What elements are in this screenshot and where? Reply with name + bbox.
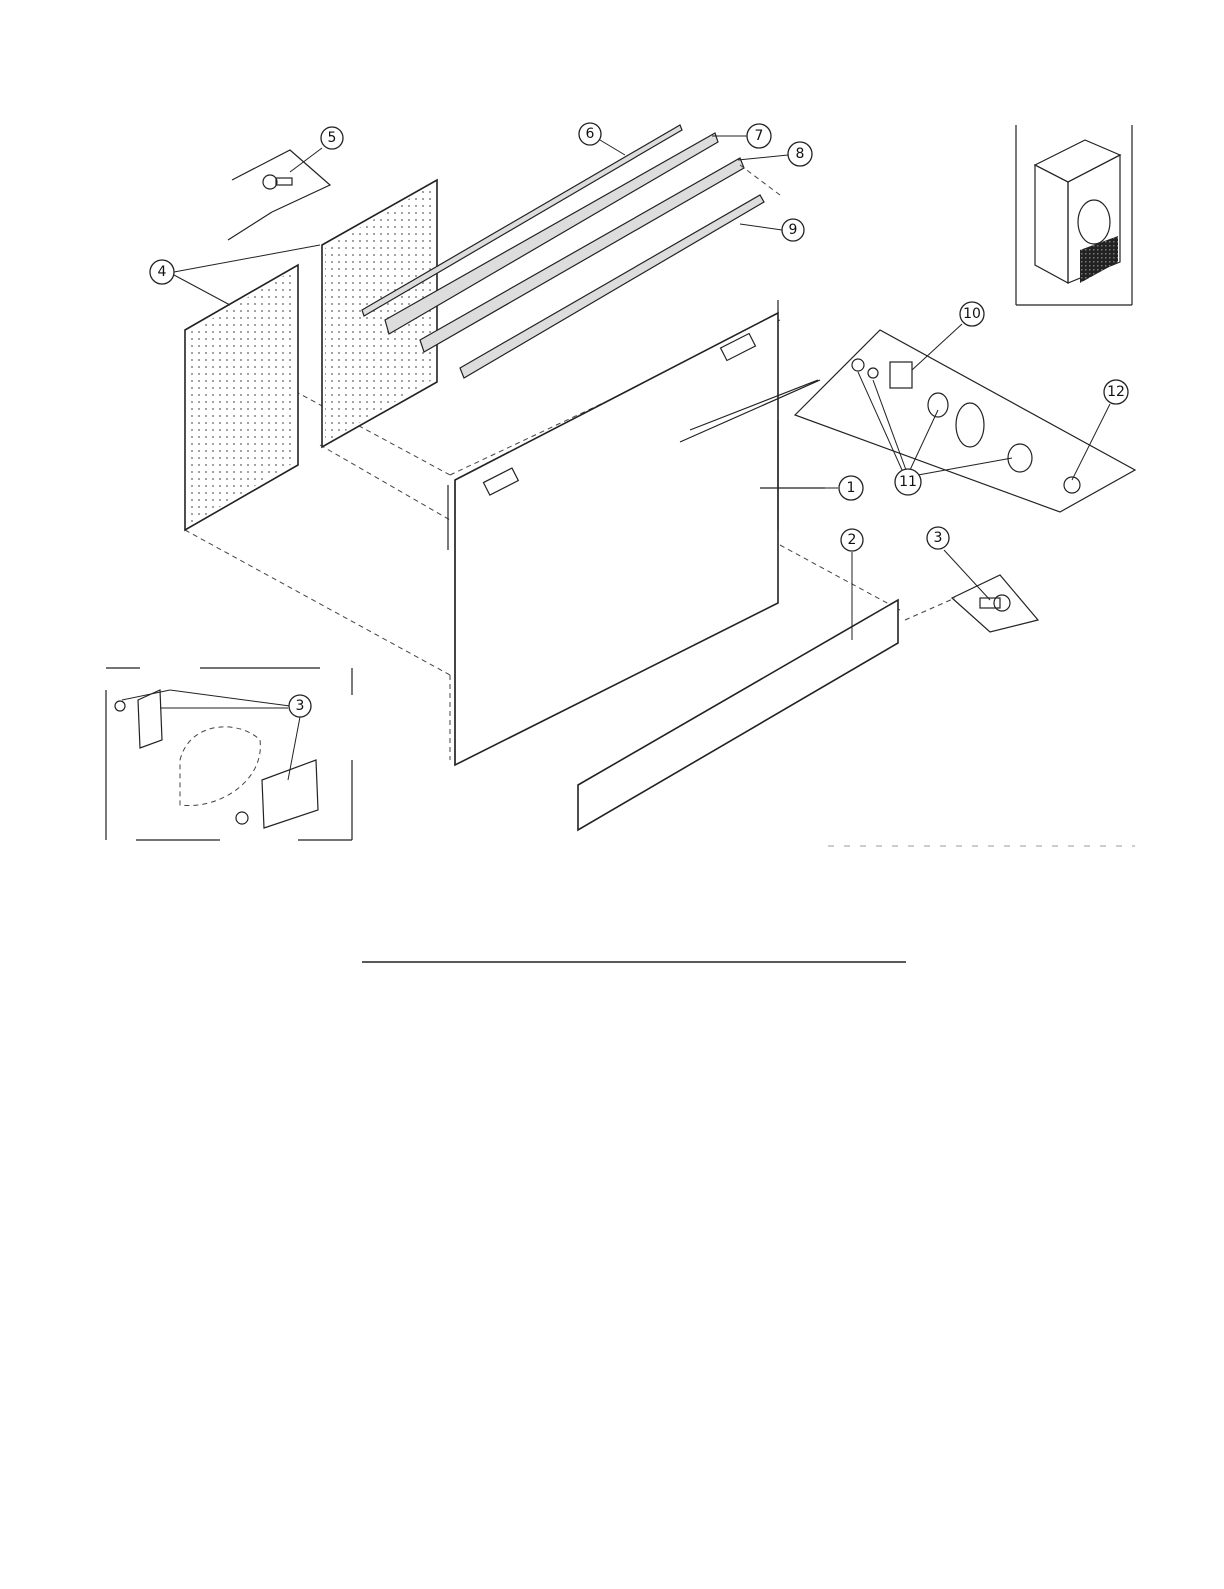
callout-10: 10 (963, 306, 981, 322)
pin-detail-right (905, 575, 1038, 632)
side-panel-left (185, 265, 298, 530)
callout-9: 9 (788, 222, 798, 238)
callout-3-right: 3 (933, 530, 943, 546)
callout-6: 6 (585, 126, 595, 142)
callout-4: 4 (157, 264, 167, 280)
callout-1: 1 (846, 480, 856, 496)
callout-3-inset: 3 (295, 698, 305, 714)
bracket-detail-inset (106, 668, 352, 840)
callout-5: 5 (327, 130, 337, 146)
screw-detail-5 (228, 150, 330, 240)
callout-2: 2 (847, 532, 857, 548)
callout-12: 12 (1107, 384, 1125, 400)
callout-8: 8 (795, 146, 805, 162)
assembled-view-inset (1016, 125, 1132, 305)
callout-7: 7 (754, 128, 764, 144)
callout-11: 11 (899, 474, 917, 490)
